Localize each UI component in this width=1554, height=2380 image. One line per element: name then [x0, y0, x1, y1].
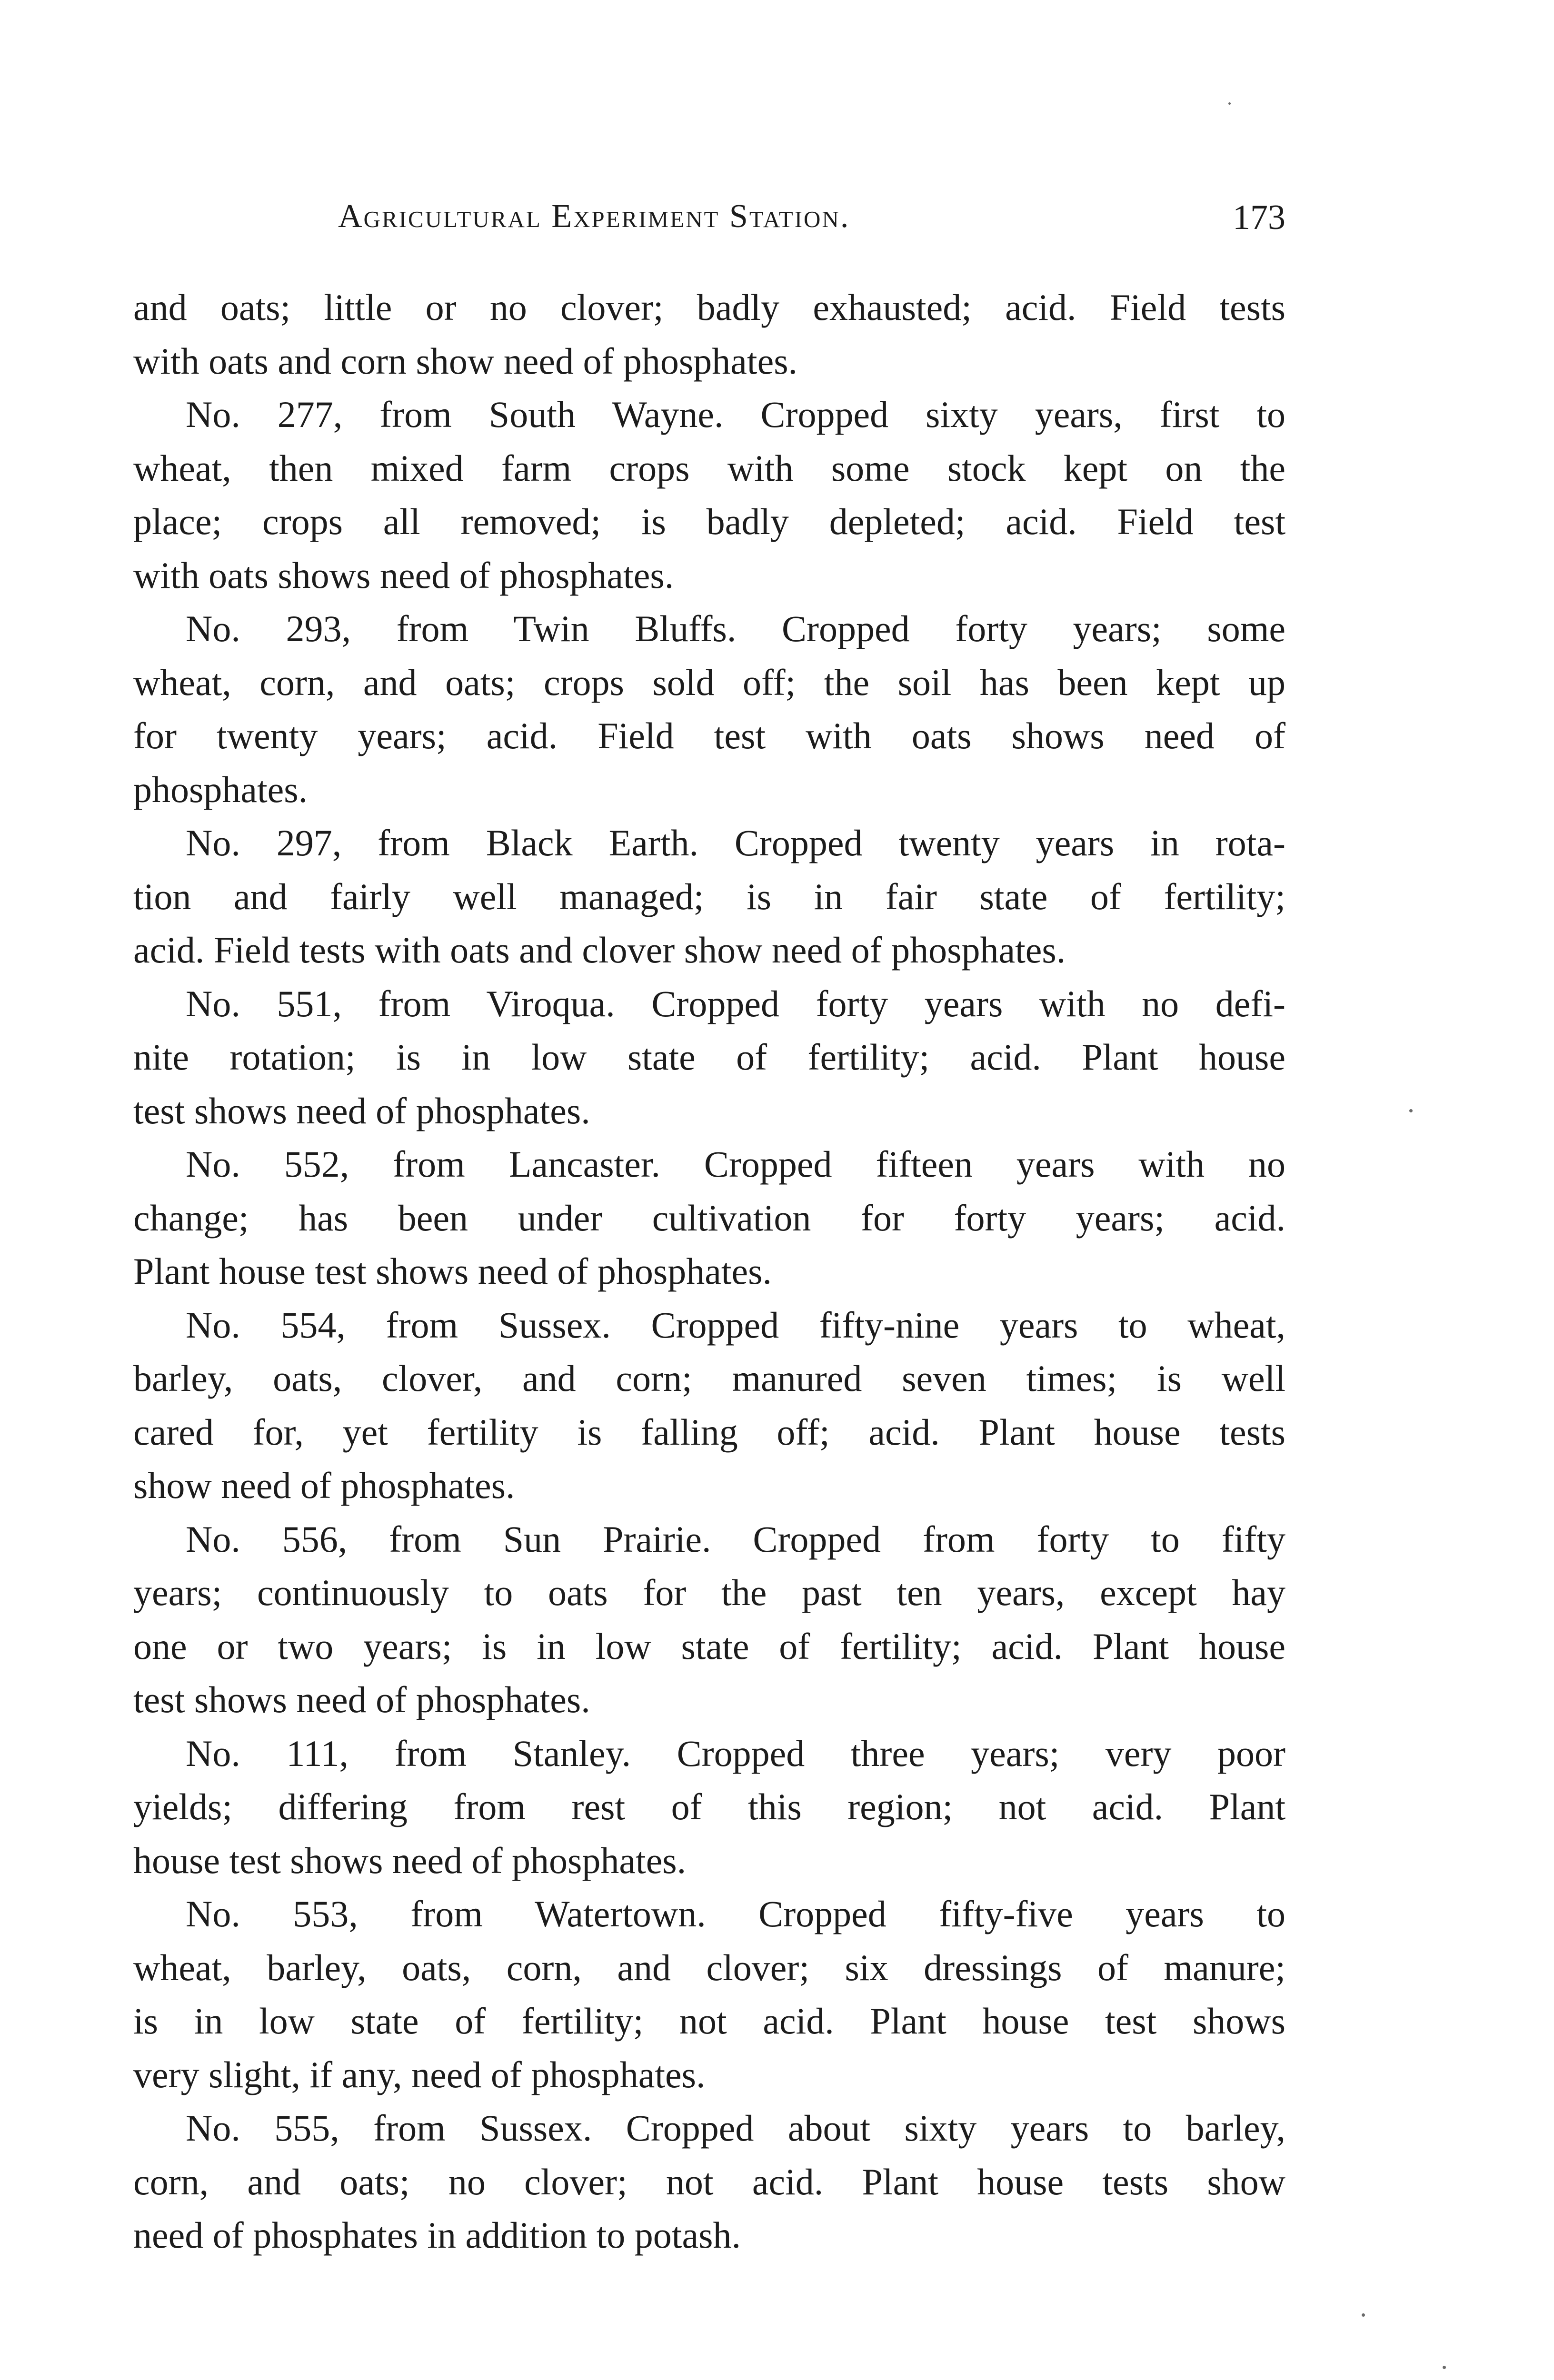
text-line: very slight, if any, need of phosphates.: [133, 2053, 706, 2095]
paper-speck: [1443, 2366, 1446, 2369]
text-line: years; continuously to oats for the past ten years, except hay: [133, 1572, 1285, 1613]
entry-first-line: No. 552, from Lancaster. Cropped fifteen years with no: [186, 1143, 1285, 1185]
text-line: with oats shows need of phosphates.: [133, 554, 674, 596]
entry-first-line: No. 551, from Viroqua. Cropped forty years with no defi-: [186, 982, 1285, 1024]
text-line: show need of phosphates.: [133, 1465, 515, 1506]
text-line: wheat, then mixed farm crops with some stock kept on the: [133, 447, 1285, 489]
entry-first-line: No. 297, from Black Earth. Cropped twenty years in rota-: [186, 822, 1285, 863]
page-number: 173: [1233, 198, 1285, 237]
text-line: wheat, barley, oats, corn, and clover; six dressings of manure;: [133, 1946, 1285, 1988]
entry-first-line: No. 553, from Watertown. Cropped fifty-five years to: [186, 1893, 1285, 1934]
text-line: test shows need of phosphates.: [133, 1090, 590, 1131]
text-line: acid. Field tests with oats and clover show need of phosphates.: [133, 929, 1066, 971]
paper-speck: [1228, 102, 1231, 105]
entry-first-line: No. 293, from Twin Bluffs. Cropped forty years; some: [186, 608, 1285, 649]
entry-first-line: No. 111, from Stanley. Cropped three years; very poor: [186, 1732, 1285, 1774]
entry-first-line: No. 554, from Sussex. Cropped fifty-nine years to wheat,: [186, 1304, 1285, 1346]
paper-speck: [1409, 1109, 1413, 1112]
text-line: change; has been under cultivation for forty years; acid.: [133, 1197, 1285, 1239]
text-line: wheat, corn, and oats; crops sold off; the soil has been kept up: [133, 661, 1285, 703]
entry-first-line: No. 555, from Sussex. Cropped about sixty years to barley,: [186, 2107, 1285, 2149]
running-title: Agricultural Experiment Station.: [338, 198, 850, 235]
entry-first-line: No. 556, from Sun Prairie. Cropped from forty to fifty: [186, 1518, 1285, 1560]
text-line: with oats and corn show need of phosphates.: [133, 340, 798, 382]
text-line: tion and fairly well managed; is in fair state of fertility;: [133, 875, 1285, 917]
text-line: test shows need of phosphates.: [133, 1679, 590, 1720]
paper-speck: [1362, 2313, 1365, 2317]
text-line: is in low state of fertility; not acid. Plant house test shows: [133, 2000, 1285, 2042]
text-line: need of phosphates in addition to potash.: [133, 2214, 741, 2256]
text-line: corn, and oats; no clover; not acid. Plant house tests show: [133, 2161, 1285, 2202]
text-line: cared for, yet fertility is falling off; acid. Plant house tests: [133, 1411, 1285, 1453]
text-line: one or two years; is in low state of fertility; acid. Plant house: [133, 1625, 1285, 1667]
text-line: nite rotation; is in low state of fertility; acid. Plant house: [133, 1036, 1285, 1078]
text-line: yields; differing from rest of this region; not acid. Plant: [133, 1786, 1285, 1827]
text-line: phosphates.: [133, 768, 308, 810]
text-line: Plant house test shows need of phosphates.: [133, 1250, 772, 1292]
running-head: [133, 198, 1285, 250]
text-line: barley, oats, clover, and corn; manured seven times; is well: [133, 1358, 1285, 1399]
text-line: house test shows need of phosphates.: [133, 1839, 687, 1881]
text-line: and oats; little or no clover; badly exhausted; acid. Field tests: [133, 287, 1285, 328]
body-text: [133, 281, 1285, 2262]
text-line: place; crops all removed; is badly depleted; acid. Field test: [133, 501, 1285, 542]
text-line: for twenty years; acid. Field test with oats shows need of: [133, 715, 1285, 756]
entry-first-line: No. 277, from South Wayne. Cropped sixty years, first to: [186, 394, 1285, 435]
